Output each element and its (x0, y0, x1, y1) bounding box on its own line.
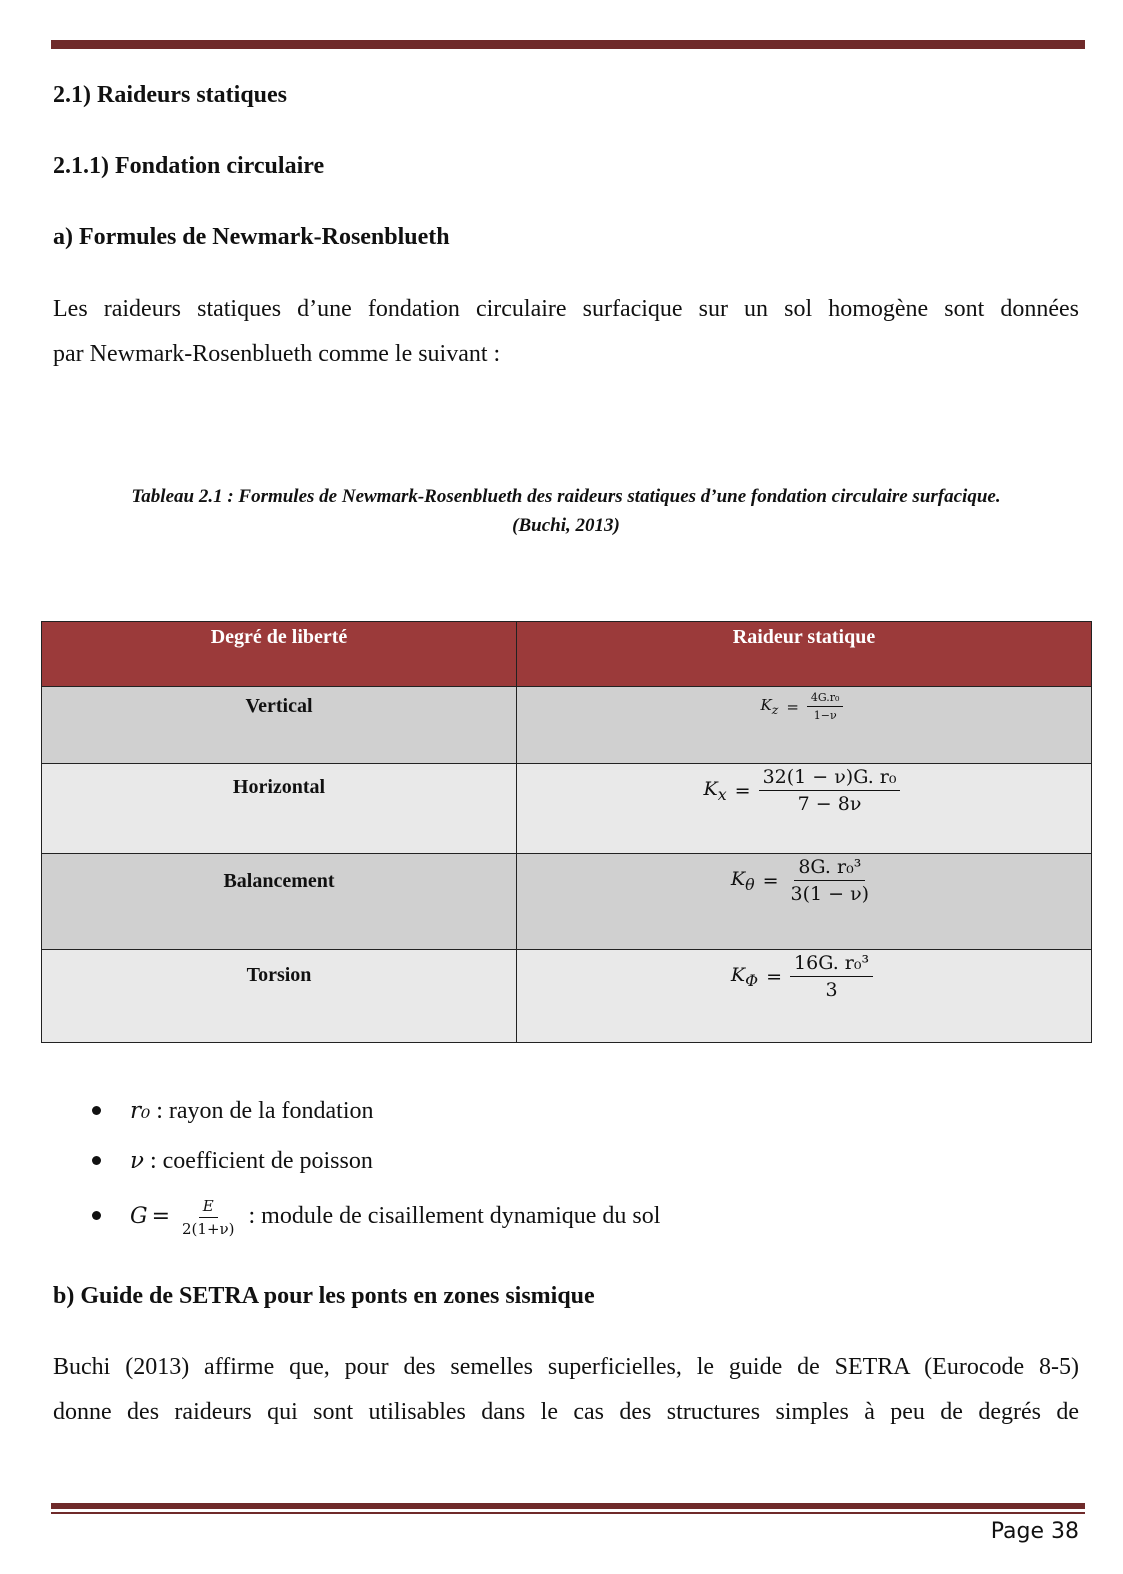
formula-subscript: x (717, 784, 727, 804)
numerator: 32(1 − ν)G. r₀ (759, 766, 901, 791)
formula-cell (517, 854, 1092, 950)
equals-sign: = (786, 697, 799, 716)
caption-line-1: Tableau 2.1 : Formules de Newmark-Rosenblueth des raideurs statiques d’une fondation circulaire surfacique. (131, 486, 1001, 507)
table-row (42, 950, 1092, 1043)
intro-line-2: par Newmark-Rosenblueth comme le suivant : (53, 341, 501, 367)
formula-kx (704, 764, 905, 815)
table-row (42, 854, 1092, 950)
intro-paragraph (53, 287, 1079, 377)
definition-text: : rayon de la fondation (150, 1098, 374, 1124)
definition-text: : module de cisaillement dynamique du sol (242, 1203, 661, 1229)
fraction (759, 766, 901, 815)
heading-fondation-circulaire: 2.1.1) Fondation circulaire (53, 153, 325, 179)
fraction (178, 1197, 238, 1238)
header-raideur-statique: Raideur statique (517, 622, 1092, 687)
denominator: 1−ν (813, 709, 837, 722)
formula-lhs: K (730, 867, 746, 890)
formula-cell (517, 764, 1092, 854)
numerator: 16G. r₀³ (790, 952, 873, 977)
fraction (790, 952, 873, 1001)
dof-cell: Torsion (42, 950, 517, 1043)
intro-line-1: Les raideurs statiques d’une fondation circulaire surfacique sur un sol homogène sont données (53, 296, 1079, 322)
formula-lhs: K (760, 696, 772, 714)
fraction (807, 691, 844, 722)
fraction (787, 856, 874, 905)
dof-cell: Horizontal (42, 764, 517, 854)
bullet-icon (92, 1106, 101, 1115)
formula-lhs: K (703, 777, 718, 800)
numerator: E (199, 1197, 218, 1218)
definition-text: : coefficient de poisson (143, 1148, 373, 1174)
table-header-row (42, 622, 1092, 687)
bullet-icon (92, 1211, 101, 1220)
symbol-g: G (130, 1204, 148, 1230)
list-item (92, 1188, 660, 1244)
dof-cell: Vertical (42, 687, 517, 764)
setra-paragraph (53, 1345, 1079, 1435)
formula-cell (517, 950, 1092, 1043)
denominator: 3 (825, 979, 838, 1001)
heading-newmark-rosenblueth: a) Formules de Newmark-Rosenblueth (53, 224, 450, 250)
numerator: 4G.r₀ (807, 691, 844, 707)
denominator: 7 − 8ν (797, 793, 862, 815)
list-item (92, 1136, 660, 1186)
header-degre-de-liberte: Degré de liberté (42, 622, 517, 687)
numerator: 8G. r₀³ (794, 856, 865, 881)
table-row (42, 687, 1092, 764)
symbol-list (92, 1090, 660, 1244)
formula-kz (761, 687, 848, 722)
formula-subscript: z (771, 702, 779, 717)
formula-subscript: Φ (745, 970, 759, 990)
setra-line-1: Buchi (2013) affirme que, pour des semelles superficielles, le guide de SETRA (Eurocode 8-5) (53, 1354, 1079, 1380)
formula-lhs: K (730, 963, 746, 986)
caption-line-2: (Buchi, 2013) (512, 515, 620, 536)
formula-kphi (731, 950, 877, 1001)
dof-cell: Balancement (42, 854, 517, 950)
symbol-nu: ν (130, 1148, 144, 1174)
stiffness-table (41, 621, 1092, 1043)
heading-raideurs-statiques: 2.1) Raideurs statiques (53, 82, 288, 108)
list-item (92, 1090, 660, 1132)
page-number: Page 38 (990, 1519, 1079, 1544)
bottom-rule (51, 1503, 1085, 1509)
table-caption (40, 482, 1092, 540)
denominator: 2(1+ν) (182, 1219, 235, 1238)
formula-cell (517, 687, 1092, 764)
denominator: 3(1 − ν) (790, 883, 870, 905)
bullet-icon (92, 1156, 101, 1165)
heading-guide-setra: b) Guide de SETRA pour les ponts en zones sismique (53, 1283, 595, 1309)
formula-g (130, 1189, 243, 1245)
formula-subscript: θ (745, 874, 755, 894)
formula-ktheta (731, 854, 877, 905)
equals-sign: = (734, 779, 751, 802)
equals-sign: = (766, 965, 783, 988)
table-row (42, 764, 1092, 854)
equals-sign: = (151, 1204, 171, 1230)
equals-sign: = (762, 869, 779, 892)
symbol-r0: r₀ (130, 1098, 151, 1124)
top-rule (51, 40, 1085, 49)
bottom-rule-thin (51, 1512, 1085, 1514)
setra-line-2: donne des raideurs qui sont utilisables dans le cas des structures simples à peu de degrés de (53, 1399, 1079, 1425)
